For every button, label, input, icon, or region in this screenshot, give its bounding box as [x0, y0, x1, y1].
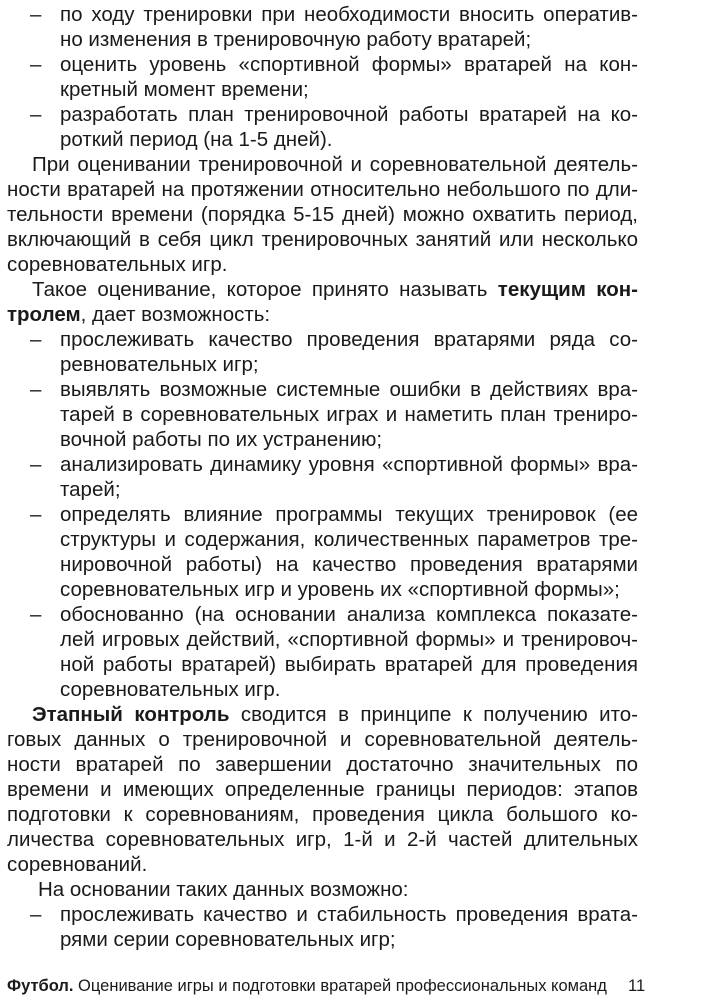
text-line: по ходу тренировки при необходимости вносить оператив- [60, 3, 638, 26]
text-line: При оценивании тренировочной и соревновательной деятель- [32, 153, 638, 176]
text-line: прослеживать качество и стабильность проведения врата- [60, 903, 638, 926]
text-line: соревновательных игр. [7, 253, 228, 276]
list-item [0, 327, 712, 355]
bold-term: текущим кон- [497, 278, 638, 301]
text-line: лей игровых действий, «спортивной формы» и тренировоч- [60, 628, 638, 651]
list-item [0, 2, 712, 30]
list-dash: – [30, 603, 42, 626]
text-line: тельности времени (порядка 5-15 дней) можно охватить период, [7, 203, 638, 226]
text-run: , дает возможность: [80, 303, 271, 326]
text-line: тарей в соревновательных играх и наметить план трениро- [60, 403, 638, 426]
text-line: прослеживать качество проведения вратарями ряда со- [60, 328, 638, 351]
paragraph-first-line [0, 702, 712, 730]
list-item [0, 452, 712, 480]
text-line-row [0, 77, 712, 105]
text-line: роткий период (на 1-5 дней). [60, 128, 333, 151]
text-line-row [0, 27, 712, 55]
text-line-row [0, 302, 712, 330]
text-line: но изменения в тренировочную работу вратарей; [60, 28, 532, 51]
text-line: соревнований. [7, 853, 148, 876]
footer-subtitle: Оценивание игры и подготовки вратарей профессиональных команд [73, 977, 607, 995]
text-line-row [0, 202, 712, 230]
list-dash: – [30, 53, 42, 76]
list-item [0, 102, 712, 130]
paragraph-first-line [0, 277, 712, 305]
page-number: 11 [628, 977, 646, 995]
text-line: ности вратарей на протяжении относительно небольшого по дли- [7, 178, 638, 201]
list-item [0, 902, 712, 930]
text-line-row [0, 252, 712, 280]
text-line-row [0, 552, 712, 580]
text-line: тарей; [60, 478, 121, 501]
text-line: нировочной работы) на качество проведения вратарями [60, 553, 638, 576]
page-footer [7, 976, 647, 996]
text-line-row [0, 227, 712, 255]
footer-book-title: Футбол. [7, 977, 74, 995]
list-item [0, 602, 712, 630]
text-line-row [0, 427, 712, 455]
text-run: сводится в принципе к получению ито- [229, 703, 638, 726]
text-line: времени и имеющих определенные границы периодов: этапов [7, 778, 638, 801]
list-item [0, 52, 712, 80]
text-line-row [0, 127, 712, 155]
text-line: разработать план тренировочной работы вратарей на ко- [60, 103, 638, 126]
text-line-row [0, 777, 712, 805]
text-line: обоснованно (на основании анализа комплекса показате- [60, 603, 638, 626]
list-dash: – [30, 503, 42, 526]
text-line: включающий в себя цикл тренировочных занятий или несколько [7, 228, 638, 251]
text-line: кретный момент времени; [60, 78, 309, 101]
text-line: ной работы вратарей) выбирать вратарей для проведения [60, 653, 638, 676]
list-dash: – [30, 103, 42, 126]
text-line: ревновательных игр; [60, 353, 259, 376]
text-line-row [0, 477, 712, 505]
paragraph-first-line [0, 152, 712, 180]
text-line [32, 702, 638, 727]
text-line: соревновательных игр и уровень их «спортивной формы»; [60, 578, 620, 601]
text-line-row [0, 927, 712, 955]
bold-term: Этапный контроль [32, 703, 230, 726]
bold-term: тролем [7, 303, 81, 326]
text-line-row [0, 802, 712, 830]
list-dash: – [30, 328, 42, 351]
text-line: выявлять возможные системные ошибки в действиях вра- [60, 378, 638, 401]
text-line-row [0, 402, 712, 430]
text-line-row [0, 827, 712, 855]
text-line-row [0, 877, 712, 905]
text-line-row [0, 752, 712, 780]
text-run: Такое оценивание, которое принято называть [32, 278, 498, 301]
text-line: анализировать динамику уровня «спортивной формы» вра- [60, 453, 638, 476]
list-item [0, 502, 712, 530]
text-line: вочной работы по их устранению; [60, 428, 383, 451]
text-line: На основании таких данных возможно: [38, 878, 409, 901]
list-item [0, 377, 712, 405]
text-line [32, 277, 638, 302]
text-line: подготовки к соревнованиям, проведения цикла большого ко- [7, 803, 638, 826]
text-line: структуры и содержания, количественных параметров тре- [60, 528, 638, 551]
text-line-row [0, 627, 712, 655]
text-line: определять влияние программы текущих тренировок (ее [60, 503, 638, 526]
list-dash: – [30, 453, 42, 476]
text-line-row [0, 852, 712, 880]
list-dash: – [30, 3, 42, 26]
text-line: личества соревновательных игр, 1-й и 2-й частей длительных [7, 828, 638, 851]
text-line-row [0, 677, 712, 705]
text-line-row [0, 352, 712, 380]
list-dash: – [30, 903, 42, 926]
text-line [7, 302, 270, 327]
text-line-row [0, 577, 712, 605]
text-line: говых данных о тренировочной и соревновательной деятель- [7, 728, 638, 751]
text-line-row [0, 177, 712, 205]
text-line-row [0, 652, 712, 680]
text-line-row [0, 527, 712, 555]
text-line: соревновательных игр. [60, 678, 281, 701]
text-line: оценить уровень «спортивной формы» вратарей на кон- [60, 53, 638, 76]
text-line-row [0, 727, 712, 755]
text-line: рями серии соревновательных игр; [60, 928, 396, 951]
text-line: ности вратарей по завершении достаточно значительных по [7, 753, 638, 776]
list-dash: – [30, 378, 42, 401]
